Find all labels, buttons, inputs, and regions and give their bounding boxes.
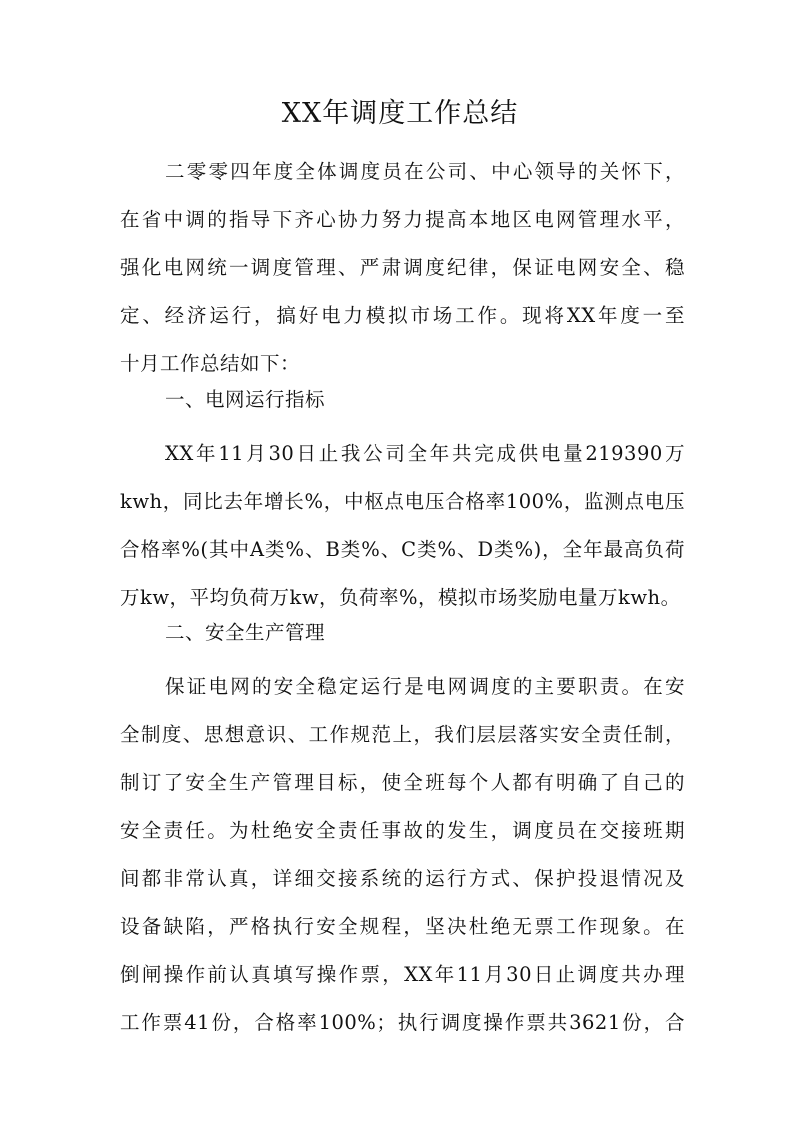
paragraph-line: 设备缺陷，严格执行安全规程，坚决杜绝无票工作现象。在 [120, 915, 685, 938]
paragraph-line: 二零零四年度全体调度员在公司、中心领导的关怀下， [165, 160, 685, 183]
paragraph-line: 工作票41份，合格率100%；执行调度操作票共3621份，合 [120, 1011, 685, 1034]
paragraph-line: 间都非常认真，详细交接系统的运行方式、保护投退情况及 [120, 867, 685, 890]
section-heading-safety-management: 二、安全生产管理 [165, 621, 326, 644]
paragraph-line: XX年11月30日止我公司全年共完成供电量219390万 [165, 442, 685, 465]
paragraph-line: 十月工作总结如下： [120, 352, 301, 375]
section-heading-grid-indicators: 一、电网运行指标 [165, 388, 326, 411]
intro-paragraph [120, 148, 685, 388]
paragraph-line: 保证电网的安全稳定运行是电网调度的主要职责。在安 [165, 675, 685, 698]
paragraph-line: 万kw，平均负荷万kw，负荷率%，模拟市场奖励电量万kwh。 [120, 586, 681, 609]
paragraph-line: kwh，同比去年增长%，中枢点电压合格率100%，监测点电压 [120, 490, 685, 513]
paragraph-line: 在省中调的指导下齐心协力努力提高本地区电网管理水平， [120, 208, 685, 231]
document-title: XX年调度工作总结 [281, 98, 519, 129]
safety-management-paragraph [120, 663, 685, 1047]
paragraph-line: 强化电网统一调度管理、严肃调度纪律，保证电网安全、稳 [120, 256, 685, 279]
paragraph-line: 定、经济运行，搞好电力模拟市场工作。现将XX年度一至 [120, 304, 685, 327]
paragraph-line: 全制度、思想意识、工作规范上，我们层层落实安全责任制， [120, 723, 685, 746]
grid-indicators-paragraph [120, 430, 685, 622]
paragraph-line: 倒闸操作前认真填写操作票，XX年11月30日止调度共办理 [120, 963, 685, 986]
paragraph-line: 制订了安全生产管理目标，使全班每个人都有明确了自己的 [120, 771, 685, 794]
paragraph-line: 安全责任。为杜绝安全责任事故的发生，调度员在交接班期 [120, 819, 685, 842]
paragraph-line: 合格率%(其中A类%、B类%、C类%、D类%)，全年最高负荷 [120, 538, 685, 561]
